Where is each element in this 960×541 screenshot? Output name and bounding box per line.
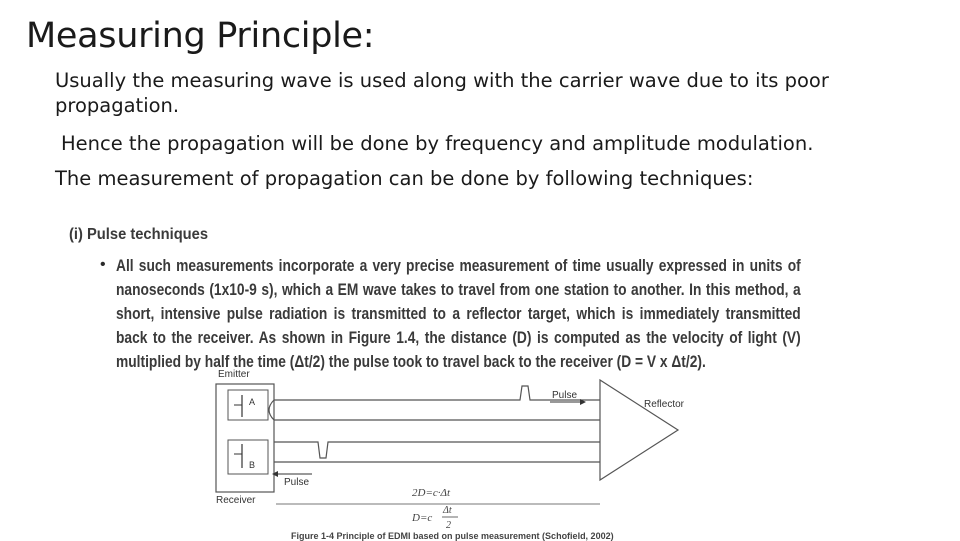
- equation-2-numerator: Δt: [443, 505, 452, 516]
- figure-caption: Figure 1-4 Principle of EDMI based on pulse measurement (Schofield, 2002): [291, 531, 614, 541]
- paragraph-3: The measurement of propagation can be done by following techniques:: [55, 167, 754, 190]
- marker-a-label: A: [249, 397, 256, 407]
- scanned-body-text: All such measurements incorporate a very precise measurement of time usually expressed in units of nanoseconds (1x10-9 s), which a EM wave takes to travel from one station to another. In this method, a short, intensive pulse radiation is transmitted to a reflector target, which is immediately transmitted back to the receiver. As shown in Figure 1.4, the distance (D) is computed as the velocity of light (V) multiplied by half the time (Δt/2) the pulse took to travel back to the receiver (D = V x Δt/2).: [116, 257, 801, 371]
- equation-2-denominator: 2: [446, 520, 451, 531]
- pulse-back-label: Pulse: [284, 477, 310, 488]
- pulse-out-label: Pulse: [552, 390, 578, 401]
- returning-beam: [274, 442, 600, 458]
- paragraph-2: Hence the propagation will be done by frequency and amplitude modulation.: [61, 132, 814, 155]
- receiver-box: [228, 440, 268, 474]
- equation-1: 2D=c·Δt: [412, 487, 451, 499]
- reflector-label: Reflector: [644, 399, 685, 410]
- emitter-label: Emitter: [218, 369, 250, 380]
- marker-b-label: B: [249, 460, 256, 470]
- emitter-receiver-housing: [216, 384, 274, 492]
- outgoing-beam: [269, 386, 600, 420]
- scanned-heading: (i) Pulse techniques: [69, 226, 209, 243]
- pulse-diagram: [200, 362, 720, 532]
- bullet-marker: •: [100, 256, 106, 273]
- paragraph-1: Usually the measuring wave is used along with the carrier wave due to its poor propagation.: [55, 69, 829, 117]
- page-title: Measuring Principle:: [26, 16, 375, 56]
- equation-2-left: D=c: [412, 512, 433, 524]
- pulse-back-arrowhead: [272, 471, 278, 477]
- receiver-label: Receiver: [216, 495, 256, 506]
- reflector-prism: [600, 380, 678, 480]
